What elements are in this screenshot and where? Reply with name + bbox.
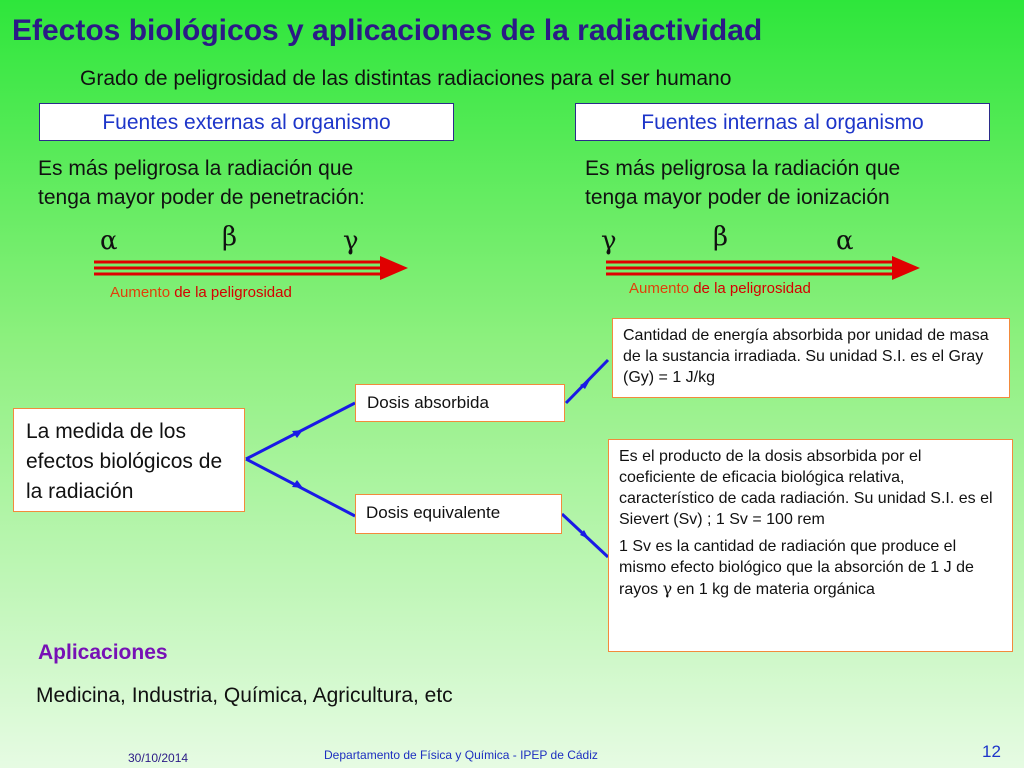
desc2-part-a: 1 Sv es la cantidad de radiación que produce el mismo efecto biológico que la absorción de 1 J de rayos: [619, 538, 974, 598]
dosis-equivalente-desc: [608, 439, 1013, 652]
desc2-part-b: en 1 kg de materia orgánica: [672, 581, 875, 598]
internal-aumento-rest: de la peligrosidad: [693, 280, 811, 297]
external-text-line1: Es más peligrosa la radiación que: [38, 157, 354, 180]
root-box: La medida de los efectos biológicos de la radiación: [13, 408, 245, 512]
internal-greek-2: β: [713, 222, 729, 252]
internal-text-line1: Es más peligrosa la radiación que: [585, 157, 901, 180]
external-aumento-rest: de la peligrosidad: [174, 284, 292, 301]
internal-aumento-word: Aumento: [629, 280, 690, 297]
external-greek-1: α: [100, 226, 118, 256]
dosis-equivalente-box: Dosis equivalente: [355, 494, 562, 534]
internal-text-line2: tenga mayor poder de ionización: [585, 186, 890, 209]
external-greek-3: γ: [343, 226, 359, 256]
page-number: 12: [982, 742, 1001, 761]
external-greek-2: β: [222, 222, 238, 252]
aplicaciones-text: Medicina, Industria, Química, Agricultura, etc: [36, 684, 453, 707]
internal-greek-1: γ: [601, 226, 617, 256]
internal-greek-3: α: [836, 226, 854, 256]
dosis-equivalente-desc-1: Es el producto de la dosis absorbida por el coeficiente de eficacia biológica relativa, característico de cada radiación. Su unidad S.I. es el Sievert (Sv) ; 1 Sv = 100 rem: [619, 448, 993, 528]
footer-department: Departamento de Física y Química - IPEP de Cádiz: [324, 748, 598, 762]
slide-title: Efectos biológicos y aplicaciones de la radiactividad: [12, 14, 763, 47]
external-text-line2: tenga mayor poder de penetración:: [38, 186, 365, 209]
slide-subtitle: Grado de peligrosidad de las distintas radiaciones para el ser humano: [80, 67, 732, 90]
gamma-symbol: γ: [662, 579, 673, 598]
dosis-absorbida-box: Dosis absorbida: [355, 384, 565, 422]
dosis-absorbida-desc: Cantidad de energía absorbida por unidad de masa de la sustancia irradiada. Su unidad S.I. es el Gray (Gy) = 1 J/kg: [612, 318, 1010, 398]
external-aumento-word: Aumento: [110, 284, 171, 301]
footer-date: 30/10/2014: [128, 751, 189, 765]
dosis-equivalente-desc-2: [619, 536, 1002, 600]
internal-sources-header: Fuentes internas al organismo: [575, 103, 990, 141]
external-sources-header: Fuentes externas al organismo: [39, 103, 454, 141]
aplicaciones-title: Aplicaciones: [38, 641, 168, 664]
